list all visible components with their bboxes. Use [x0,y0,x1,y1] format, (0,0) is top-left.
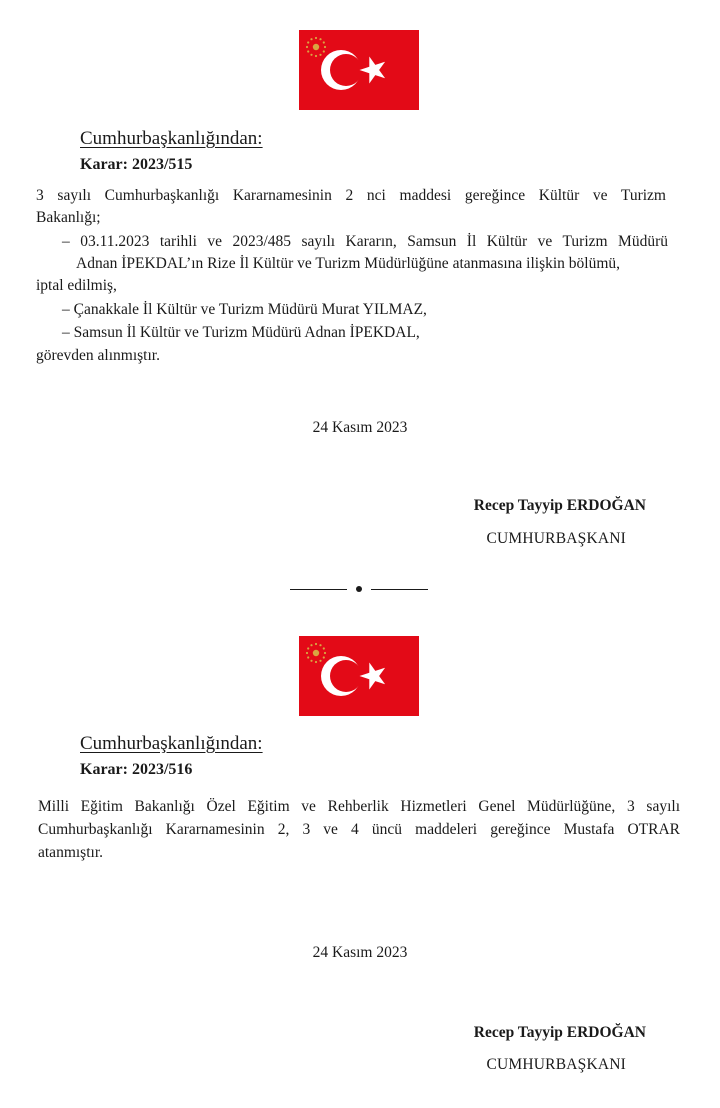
decision-1-signature-name: Recep Tayyip ERDOĞAN [473,497,646,514]
decision-1-item-1-line-2: Adnan İPEKDAL’ın Rize İl Kültür ve Turizm Müdürlüğüne atanmasına ilişkin bölümü, [76,255,621,272]
separator-line-left [290,589,347,590]
decision-1-date: 24 Kasım 2023 [312,419,408,436]
section-separator [290,583,430,595]
separator-line-right [371,589,428,590]
decision-2-line-2: Cumhurbaşkanlığı Kararnamesinin 2, 3 ve 4 üncü maddeleri gereğince Mustafa OTRAR [38,821,680,838]
presidential-flag-icon [299,30,419,110]
decision-2-signature-title: CUMHURBAŞKANI [486,1056,626,1073]
decision-2-line-1: Milli Eğitim Bakanlığı Özel Eğitim ve Rehberlik Hizmetleri Genel Müdürlüğüne, 3 sayılı [38,798,680,815]
decision-1-item-2: – Çanakkale İl Kültür ve Turizm Müdürü Murat YILMAZ, [62,301,427,318]
decision-2-line-3: atanmıştır. [38,844,104,861]
decision-2-signature-name: Recep Tayyip ERDOĞAN [473,1024,646,1041]
decision-1-item-1-line-1: – 03.11.2023 tarihli ve 2023/485 sayılı Kararın, Samsun İl Kültür ve Turizm Müdürü [62,233,668,250]
decision-1-intro-line-2: Bakanlığı; [36,209,101,226]
decision-1-iptal: iptal edilmiş, [36,277,117,294]
decision-2-date: 24 Kasım 2023 [312,944,408,961]
decision-2-heading: Cumhurbaşkanlığından: [80,733,263,754]
decision-1-heading: Cumhurbaşkanlığından: [80,128,263,149]
decision-1-intro-line-1: 3 sayılı Cumhurbaşkanlığı Kararnamesinin 2 nci maddesi gereğince Kültür ve Turizm [36,187,666,204]
decision-1-closing: görevden alınmıştır. [36,347,160,364]
presidential-flag-icon [299,636,419,716]
separator-dot [356,586,362,592]
decision-1-number: Karar: 2023/515 [80,156,193,173]
decision-1-item-3: – Samsun İl Kültür ve Turizm Müdürü Adnan İPEKDAL, [62,324,420,341]
decision-2-number: Karar: 2023/516 [80,761,193,778]
decision-1-signature-title: CUMHURBAŞKANI [486,530,626,547]
